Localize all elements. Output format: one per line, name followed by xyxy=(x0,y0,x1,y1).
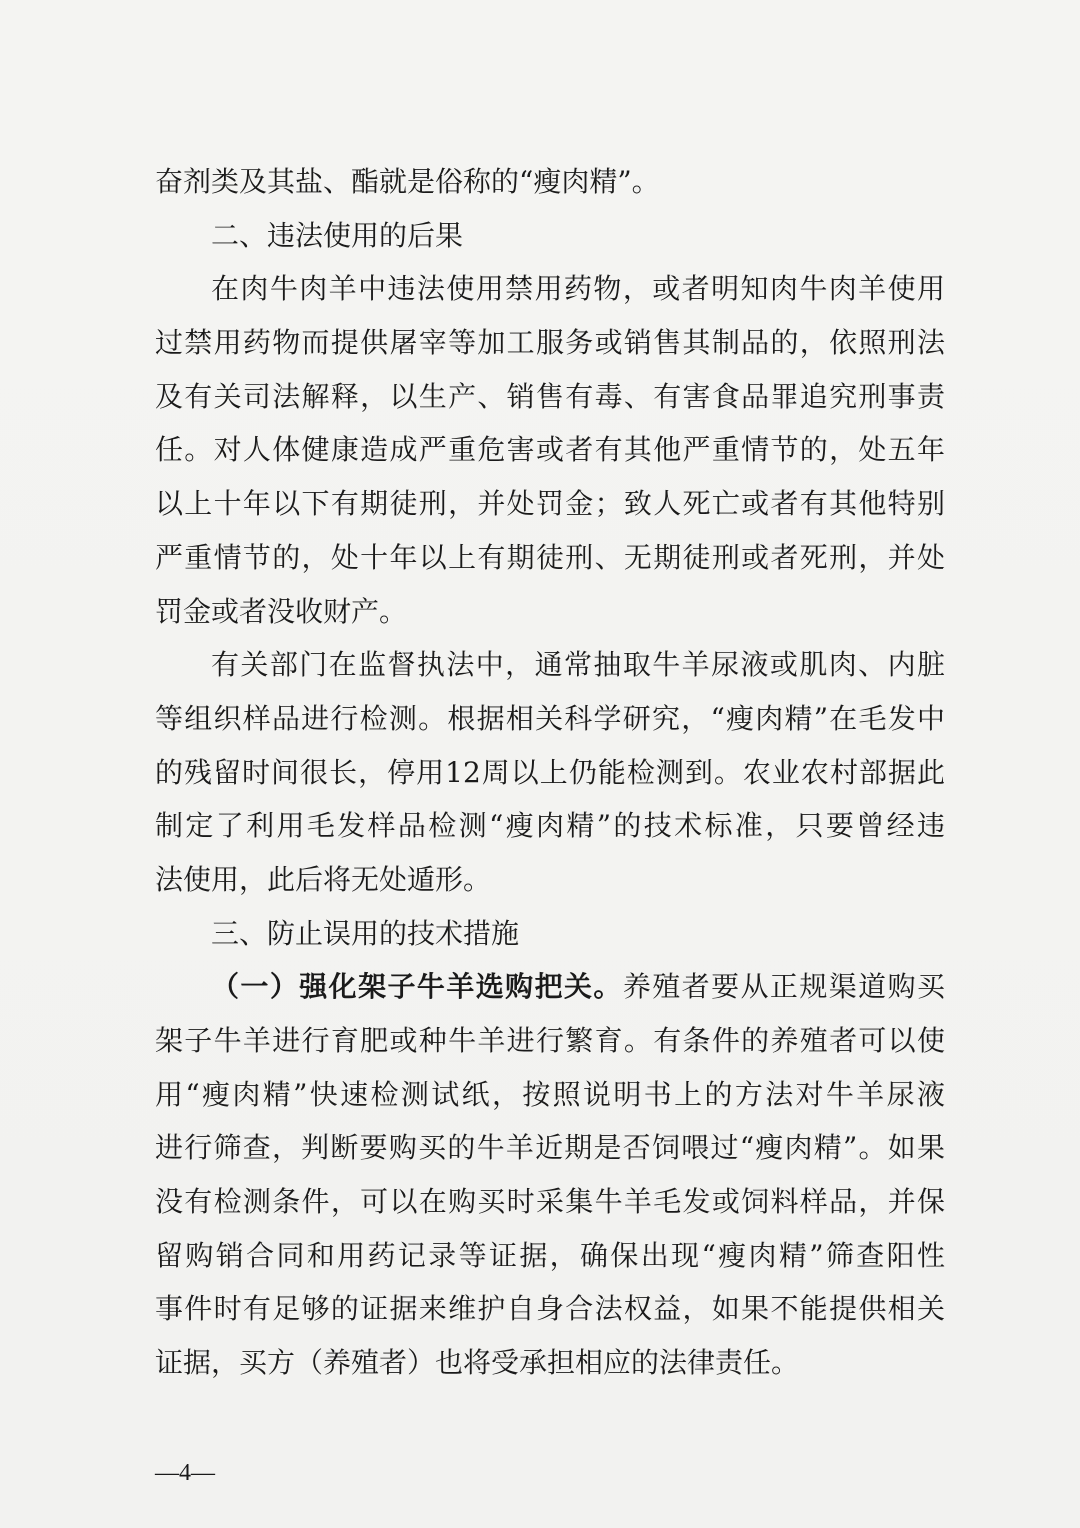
line-text: 架子牛羊进行育肥或种牛羊进行繁育。有条件的养殖者可以使 xyxy=(155,1024,945,1057)
line-text: 过禁用药物而提供屠宰等加工服务或销售其制品的，依照刑法 xyxy=(155,326,945,360)
text-line xyxy=(155,316,945,370)
text-line xyxy=(155,477,945,531)
line-text: 在肉牛肉羊中违法使用禁用药物，或者明知肉牛肉羊使用 xyxy=(211,272,945,306)
text-line xyxy=(155,799,945,853)
text-line xyxy=(155,262,945,316)
line-text: 留购销合同和用药记录等证据，确保出现“瘦肉精”筛查阳性 xyxy=(155,1238,945,1272)
text-line xyxy=(155,1121,945,1175)
line-text: 用“瘦肉精”快速检测试纸，按照说明书上的方法对牛羊尿液 xyxy=(155,1077,945,1111)
line-text: 任。对人体健康造成严重危害或者有其他严重情节的，处五年 xyxy=(155,433,945,467)
line-text: 及有关司法解释，以生产、销售有毒、有害食品罪追究刑事责 xyxy=(155,379,945,413)
line-text: 的残留时间很长，停用12周以上仍能检测到。农业农村部据此 xyxy=(155,755,945,789)
text-line xyxy=(155,209,945,263)
line-text: 以上十年以下有期徒刑，并处罚金；致人死亡或者有其他特别 xyxy=(155,487,945,521)
line-text: 有关部门在监督执法中，通常抽取牛羊尿液或肌肉、内脏 xyxy=(211,648,945,682)
text-line xyxy=(155,1068,945,1122)
text-line xyxy=(155,960,945,1014)
text-line xyxy=(155,585,945,639)
text-line xyxy=(155,1336,945,1390)
text-line xyxy=(155,638,945,692)
line-text: 严重情节的，处十年以上有期徒刑、无期徒刑或者死刑，并处 xyxy=(155,540,945,574)
text-line xyxy=(155,853,945,907)
text-line xyxy=(155,692,945,746)
line-text: 证据，买方（养殖者）也将受承担相应的法律责任。 xyxy=(155,1346,800,1380)
line-text: 法使用，此后将无处遁形。 xyxy=(155,862,492,896)
text-line xyxy=(155,370,945,424)
text-line xyxy=(155,746,945,800)
text-line xyxy=(155,907,945,961)
text-line xyxy=(155,1175,945,1229)
text-line xyxy=(155,531,945,585)
text-line xyxy=(155,1229,945,1283)
page-number: —4— xyxy=(155,1460,215,1486)
line-text: 事件时有足够的证据来维护自身合法权益，如果不能提供相关 xyxy=(155,1292,945,1326)
text-line xyxy=(155,423,945,477)
text-line xyxy=(155,1014,945,1068)
line-text: 进行筛查，判断要购买的牛羊近期是否饲喂过“瘦肉精”。如果 xyxy=(155,1131,945,1165)
line-text: 制定了利用毛发样品检测“瘦肉精”的技术标准，只要曾经违 xyxy=(155,809,945,843)
line-text: 奋剂类及其盐、酯就是俗称的“瘦肉精”。 xyxy=(155,165,660,198)
text-line xyxy=(155,1282,945,1336)
body-text xyxy=(155,155,945,1390)
line-text: 罚金或者没收财产。 xyxy=(155,594,408,628)
line-text: 三、防止误用的技术措施 xyxy=(211,916,520,950)
line-text: 没有检测条件，可以在购买时采集牛羊毛发或饲料样品，并保 xyxy=(155,1185,945,1219)
line-text: 等组织样品进行检测。根据相关科学研究，“瘦肉精”在毛发中 xyxy=(155,701,945,735)
line-text: 养殖者要从正规渠道购买 xyxy=(622,970,945,1004)
line-text: 二、违法使用的后果 xyxy=(211,218,464,252)
text-line xyxy=(155,155,945,209)
bold-heading-run: （一）强化架子牛羊选购把关。 xyxy=(211,970,623,1004)
